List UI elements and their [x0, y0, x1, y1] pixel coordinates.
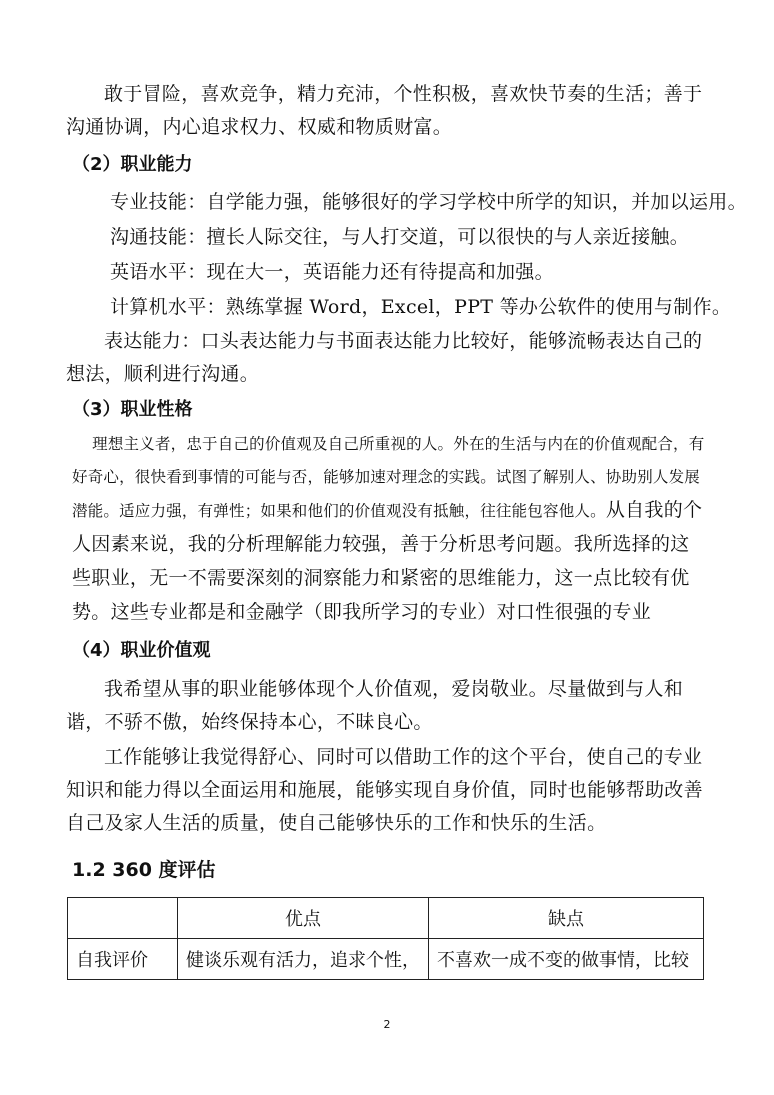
personality-heading: （3）职业性格: [72, 399, 193, 420]
professional-skill-line: 专业技能：自学能力强，能够很好的学习学校中所学的知识，并加以运用。: [110, 191, 747, 213]
values-paragraph-2: 工作能够让我觉得舒心、同时可以借助工作的这个平台，使自己的专业知识和能力得以全面运用和施展，能够实现自身价值，同时也能够帮助改善自己及家人生活的质量，使自己能够快乐的工作和快乐的生活。: [66, 746, 703, 834]
table-cell: 不喜欢一成不变的做事情，比较: [429, 939, 704, 980]
values-heading: （4）职业价值观: [72, 640, 211, 661]
table-header-cell: 缺点: [429, 898, 704, 939]
values-paragraph-1: 我希望从事的职业能够体现个人价值观，爱岗敬业。尽量做到与人和谐，不骄不傲，始终保持本心，不昧良心。: [66, 678, 684, 733]
table-header-row: [68, 898, 704, 939]
table-header-cell: 优点: [178, 898, 429, 939]
intro-paragraph: 敢于冒险，喜欢竞争，精力充沛，个性积极，喜欢快节奏的生活；善于沟通协调，内心追求权力、权威和物质财富。: [66, 83, 703, 138]
page-number: 2: [383, 1018, 391, 1031]
communication-skill-line: 沟通技能：擅长人际交往，与人打交道，可以很快的与人亲近接触。: [110, 226, 690, 248]
computer-level-line: 计算机水平：熟练掌握 Word，Excel，PPT 等办公软件的使用与制作。: [110, 296, 732, 318]
table-cell: 自我评价: [68, 939, 178, 980]
english-level-line: 英语水平：现在大一，英语能力还有待提高和加强。: [110, 261, 554, 283]
table-cell: 健谈乐观有活力，追求个性，: [178, 939, 429, 980]
personality-small-text: 理想主义者，忠于自己的价值观及自己所重视的人。外在的生活与内在的价值观配合，有好奇心，很快看到事情的可能与否，能够加速对理念的实践。试图了解别人、协助别人发展潜能。适应力强，有弹性；如果和他们的价值观没有抵触，往往能包容他人。: [72, 435, 705, 520]
table-row: [68, 939, 704, 980]
expression-ability-paragraph: 表达能力：口头表达能力与书面表达能力比较好，能够流畅表达自己的想法，顺利进行沟通。: [66, 330, 703, 385]
personality-paragraph: [72, 428, 706, 630]
table-header-cell: [68, 898, 178, 939]
ability-heading: （2）职业能力: [72, 154, 193, 175]
evaluation-table: [67, 897, 704, 980]
personality-large-text: 从自我的个人因素来说，我的分析理解能力较强，善于分析思考问题。我所选择的这些职业，无一不需要深刻的洞察能力和紧密的思维能力，这一点比较有优势。这些专业都是和金融学（即我所学习的专业）对口性很强的专业: [72, 499, 703, 623]
section-title: 1.2 360 度评估: [72, 859, 216, 881]
